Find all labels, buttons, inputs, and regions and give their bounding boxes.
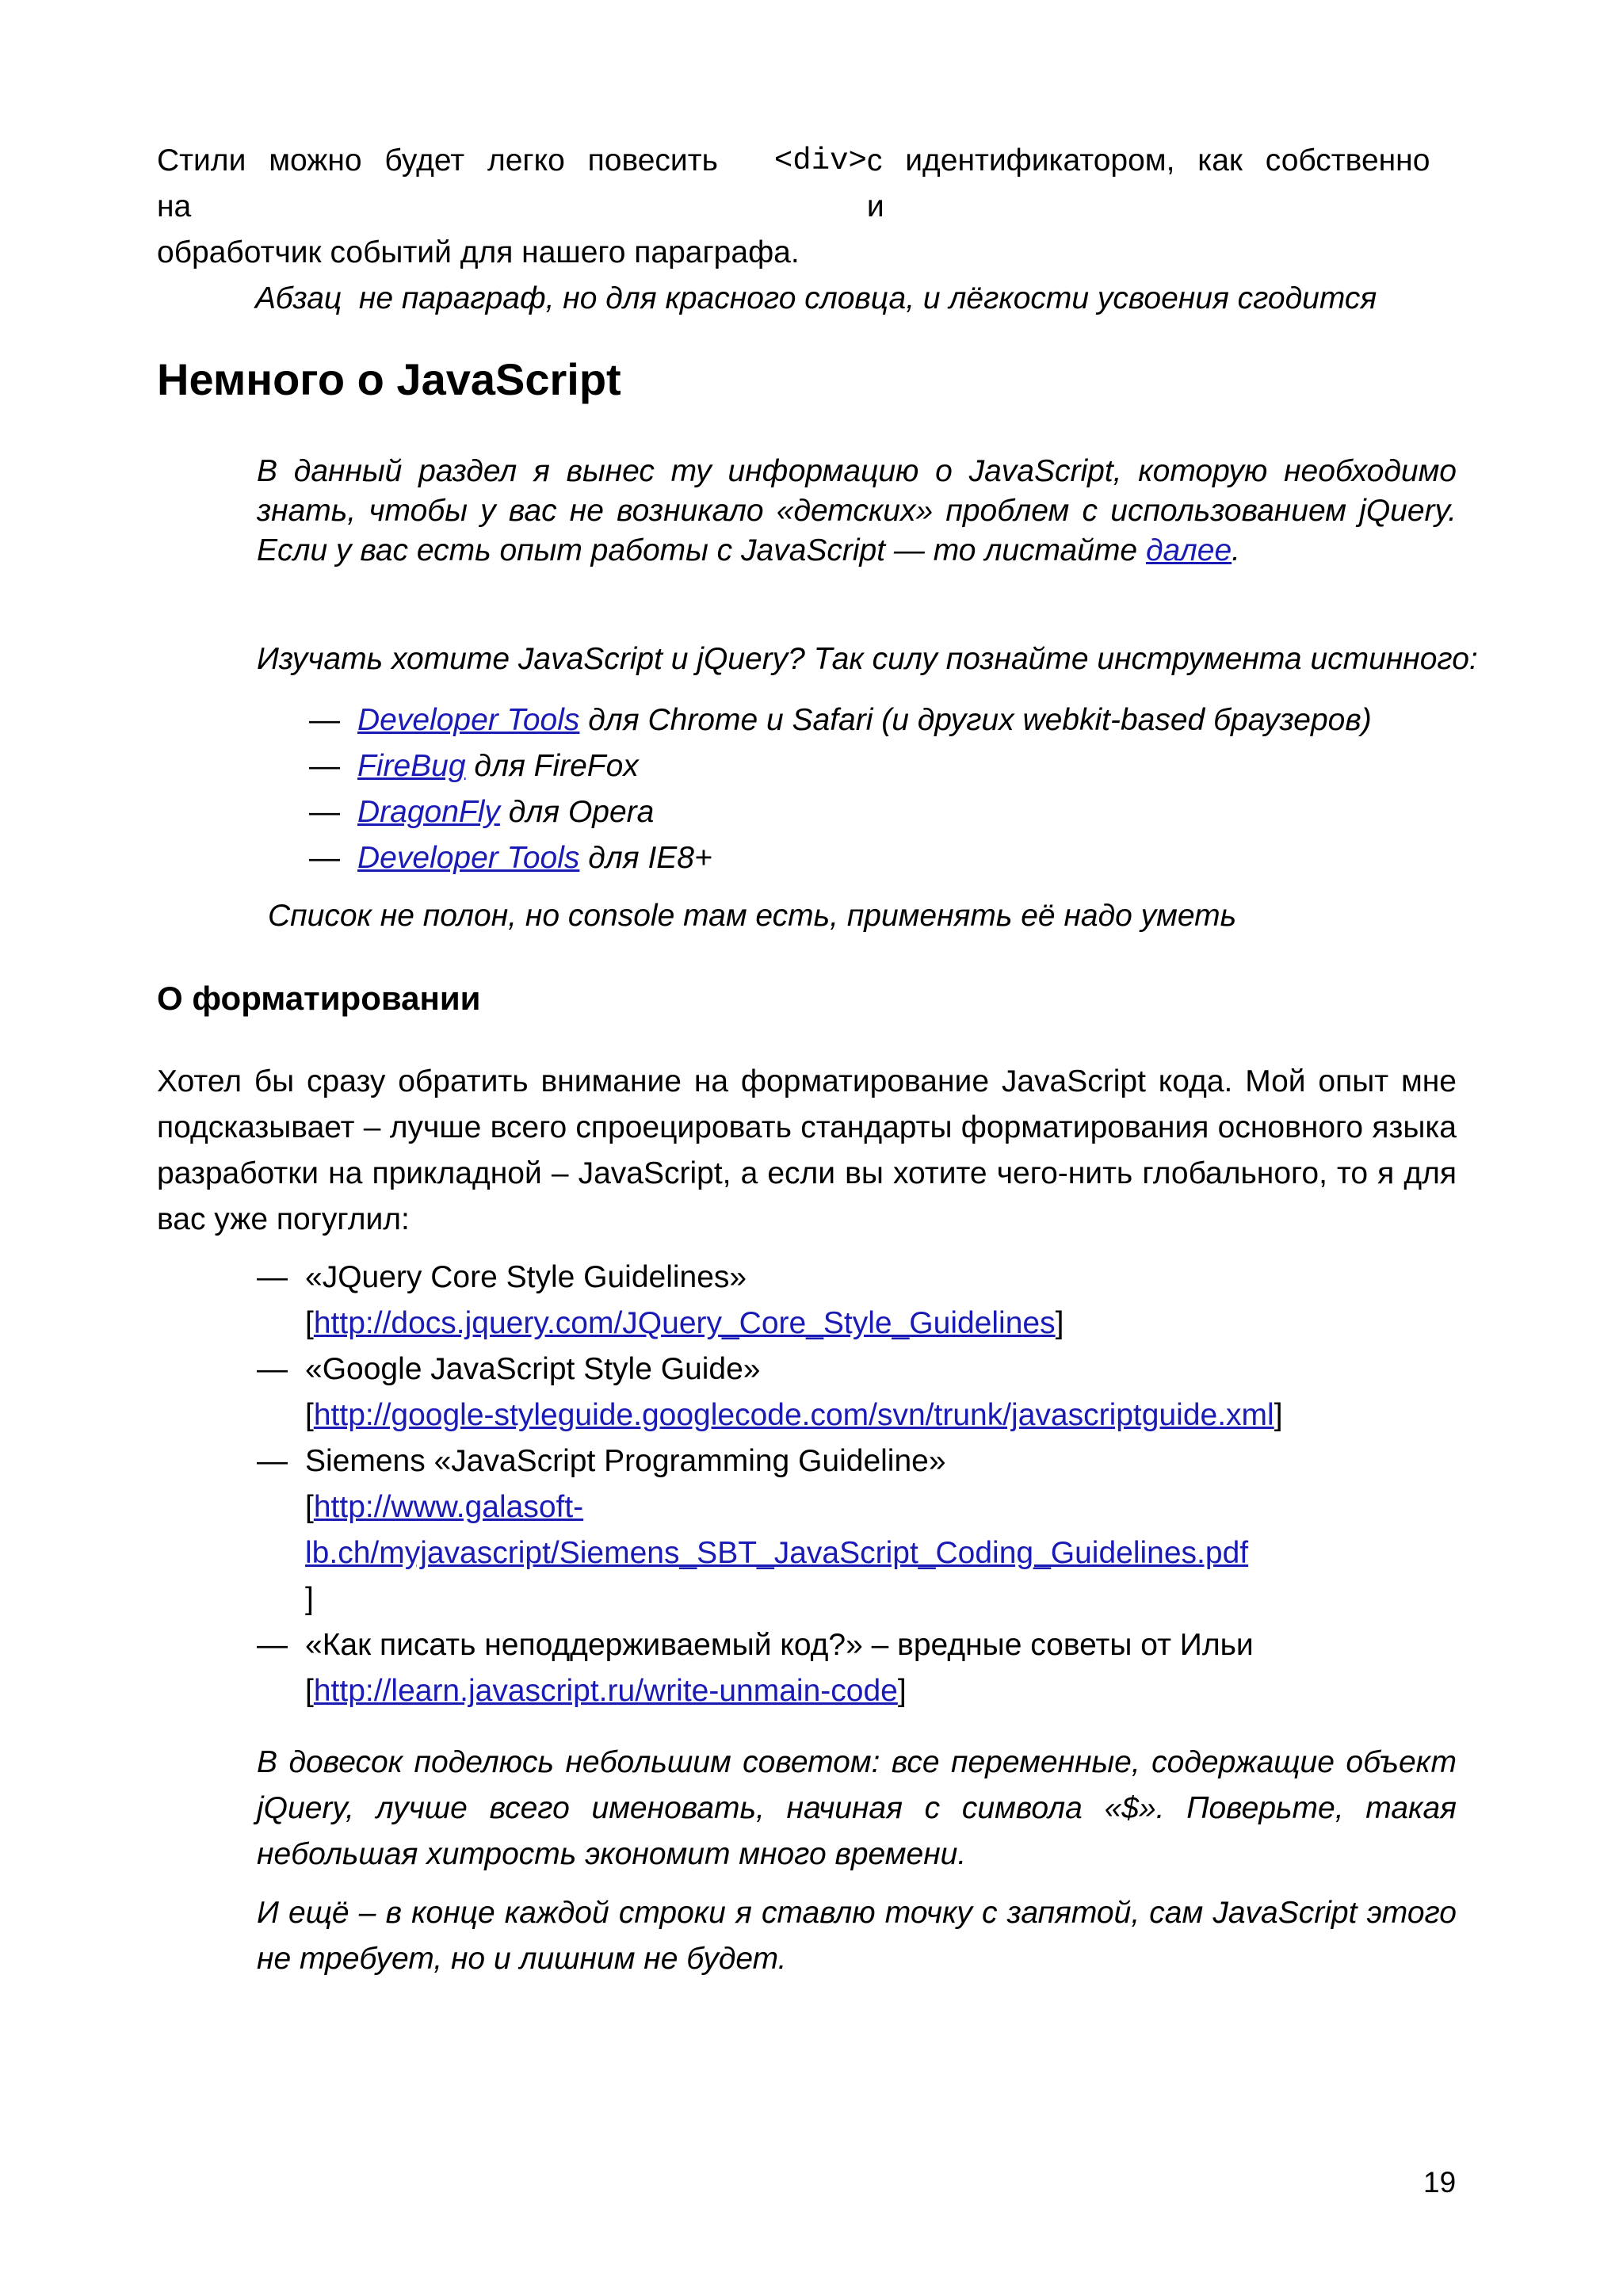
bracket-close: ] (305, 1582, 314, 1616)
bracket-open: [ (305, 1398, 314, 1432)
dash-bullet: — (257, 1444, 288, 1478)
section-title: Немного о JavaScript (157, 354, 621, 404)
list-item (257, 1438, 1469, 1622)
tip-dollar-prefix: В довесок поделюсь небольшим советом: все переменные, содержащие объект jQuery, лучше всего именовать, начиная с символа «$». Поверьте, такая небольшая хитрость экономит много времени. (257, 1745, 1457, 1871)
intro-text-b: с идентификатором, как собственно и (866, 143, 1430, 223)
bracket-close: ] (1274, 1398, 1283, 1432)
guide-url-line (305, 1484, 1256, 1622)
bracket-open: [ (305, 1306, 314, 1340)
bracket-open: [ (305, 1674, 314, 1708)
guide-url-line (305, 1668, 1469, 1714)
guide-title: «Как писать неподдерживаемый код?» – вредные советы от Ильи (305, 1628, 1254, 1662)
bracket-open: [ (305, 1490, 314, 1524)
section-intro (257, 452, 1457, 571)
guide-title: Siemens «JavaScript Programming Guideline» (305, 1444, 946, 1478)
dash-bullet: — (309, 703, 340, 737)
intro-code-div: <div> (773, 143, 867, 178)
page-number: 19 (1423, 2166, 1457, 2199)
intro-text-a: Стили можно будет легко повесить на (157, 143, 718, 223)
tools-list (309, 697, 1458, 881)
intro-line-1 (157, 138, 1469, 230)
dash-bullet: — (257, 1260, 288, 1294)
dash-bullet: — (309, 795, 340, 829)
list-item (309, 789, 1458, 835)
intro-paragraph (157, 138, 1469, 276)
tool-description: для FireFox (465, 749, 639, 783)
dragonfly-link[interactable]: DragonFly (357, 795, 500, 829)
list-item (257, 1622, 1469, 1714)
dash-bullet: — (309, 841, 340, 875)
bracket-close: ] (897, 1674, 907, 1708)
dash-bullet: — (257, 1352, 288, 1386)
dash-bullet: — (257, 1628, 288, 1662)
guide-url-line (305, 1392, 1469, 1438)
formatting-paragraph: Хотел бы сразу обратить внимание на форматирование JavaScript кода. Мой опыт мне подсказывает – лучше всего спроецировать стандарты форматирования основного языка разработки на прикладной – JavaScript, а если вы хотите чего-нить глобального, то я для вас уже погуглил: (157, 1064, 1457, 1236)
list-item (309, 697, 1458, 743)
guide-title: «JQuery Core Style Guidelines» (305, 1260, 747, 1294)
next-link[interactable]: далее (1145, 533, 1232, 567)
google-style-guide-link[interactable]: http://google-styleguide.googlecode.com/svn/trunk/javascriptguide.xml (313, 1398, 1274, 1432)
tip-semicolon: И ещё – в конце каждой строки я ставлю точку с запятой, сам JavaScript этого не требует, но и лишним не будет. (257, 1896, 1457, 1976)
dash-bullet: — (309, 749, 340, 783)
subsection-title: О форматировании (157, 980, 481, 1017)
list-item (309, 743, 1458, 789)
tool-description: для Opera (499, 795, 655, 829)
intro-line-2: обработчик событий для нашего параграфа. (157, 235, 800, 269)
list-item (309, 835, 1458, 881)
tool-description: для Chrome и Safari (и других webkit-based браузеров) (579, 703, 1372, 737)
list-item (257, 1347, 1469, 1438)
section-intro-end: . (1232, 533, 1240, 567)
learn-javascript-link[interactable]: http://learn.javascript.ru/write-unmain-code (313, 1674, 898, 1708)
guides-list (257, 1255, 1469, 1714)
tools-note: Список не полон, но console там есть, применять её надо уметь (268, 899, 1237, 933)
section-intro-text: В данный раздел я вынес ту информацию о JavaScript, которую необходимо знать, чтобы у вас не возникало «детских» проблем с использованием jQuery. Если у вас есть опыт работы с JavaScript — то листайте (257, 454, 1457, 567)
siemens-guideline-link[interactable]: http://www.galasoft-lb.ch/myjavascript/Siemens_SBT_JavaScript_Coding_Guidelines.pdf (305, 1490, 1249, 1570)
firebug-link[interactable]: FireBug (357, 749, 466, 783)
guide-title: «Google JavaScript Style Guide» (305, 1352, 761, 1386)
list-item (257, 1255, 1469, 1347)
abzac-note: Абзац не параграф, но для красного словца, и лёгкости усвоения сгодится (255, 281, 1377, 315)
jquery-style-guide-link[interactable]: http://docs.jquery.com/JQuery_Core_Style_Guidelines (313, 1306, 1056, 1340)
tool-description: для IE8+ (579, 841, 712, 875)
developer-tools-chrome-link[interactable]: Developer Tools (357, 703, 580, 737)
tools-intro: Изучать хотите JavaScript и jQuery? Так силу познайте инструмента истинного: (257, 642, 1478, 676)
developer-tools-ie-link[interactable]: Developer Tools (357, 841, 580, 875)
bracket-close: ] (1055, 1306, 1064, 1340)
guide-url-line (305, 1301, 1469, 1347)
